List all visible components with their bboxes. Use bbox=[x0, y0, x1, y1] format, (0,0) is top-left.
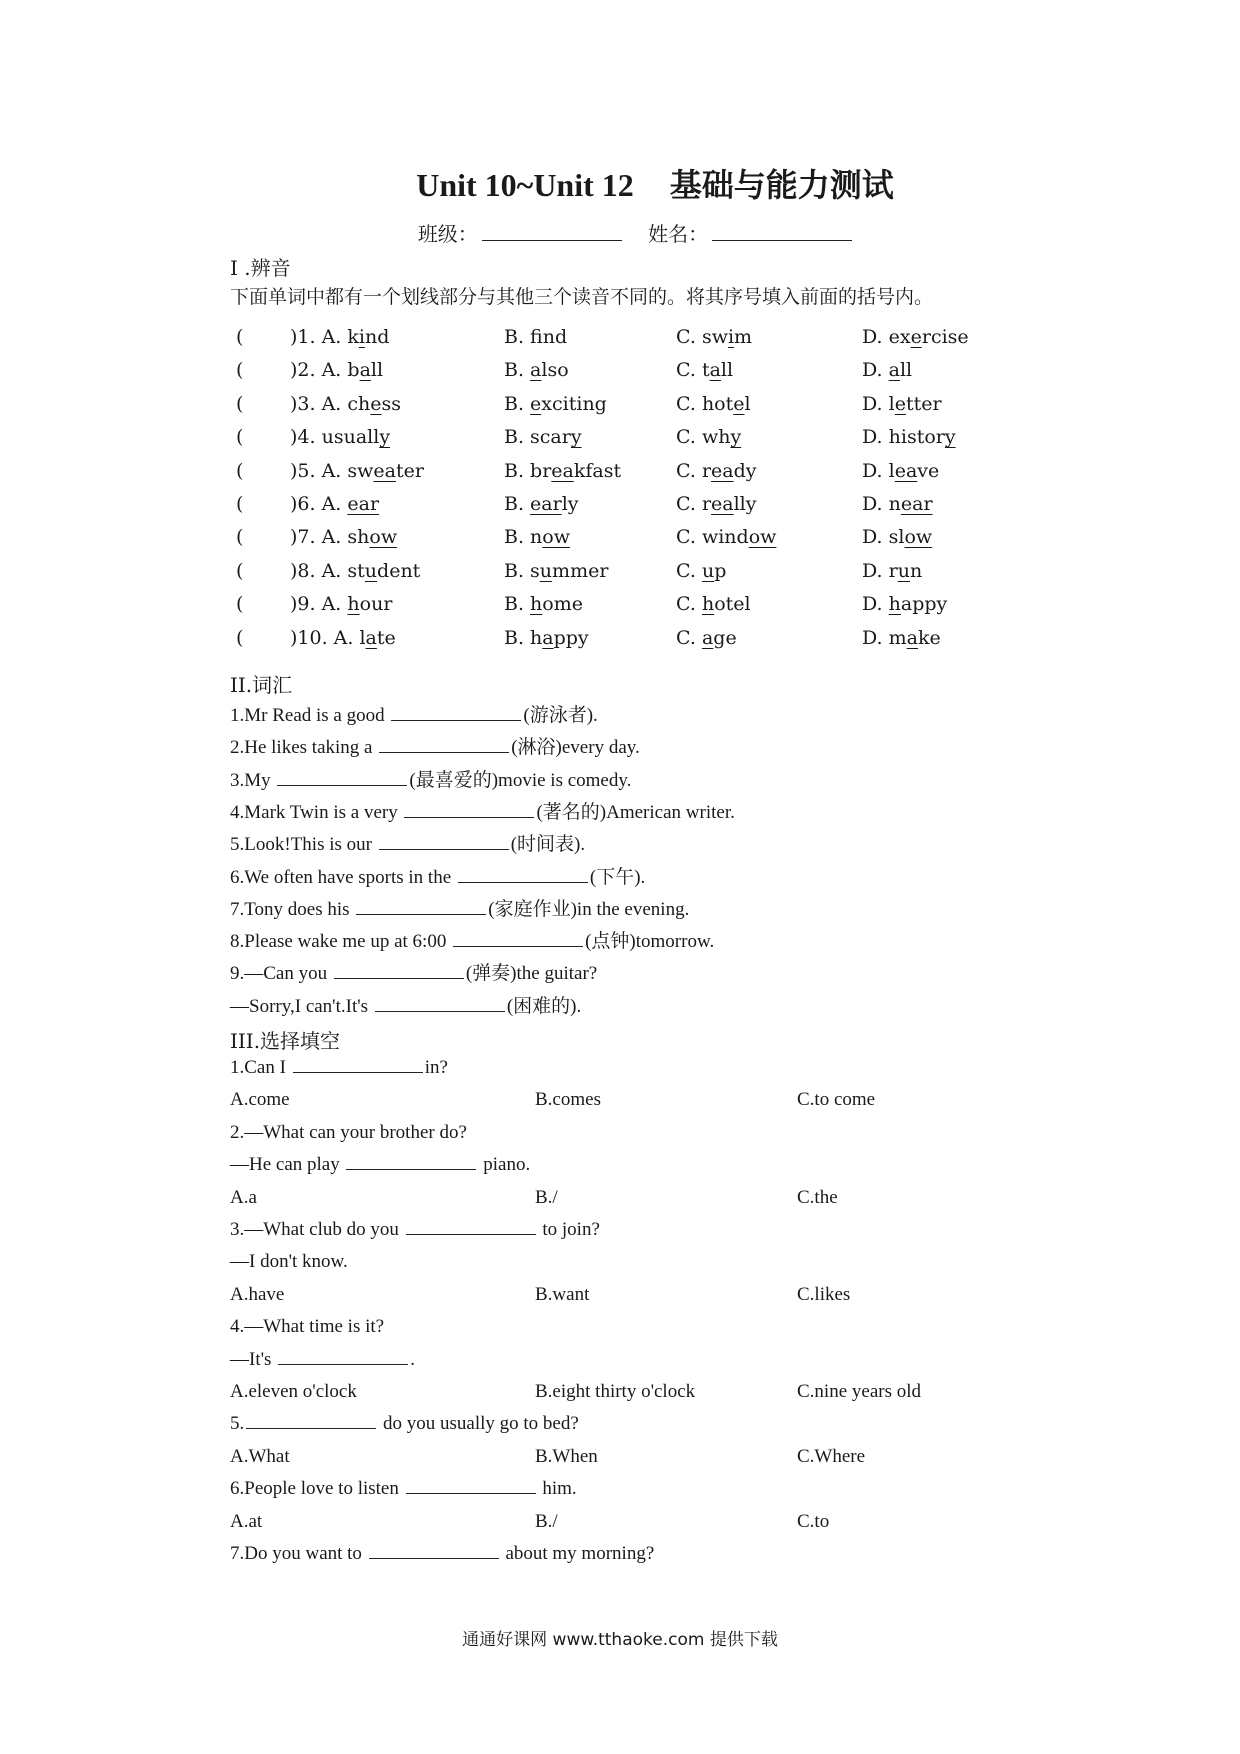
answer-paren: ( bbox=[236, 526, 244, 549]
underlined-letters: h bbox=[530, 593, 543, 616]
underlined-letters: ear bbox=[900, 493, 933, 515]
option-b bbox=[504, 560, 608, 582]
option-a bbox=[290, 426, 390, 448]
options-row bbox=[230, 1446, 1030, 1474]
vocab-item bbox=[230, 862, 645, 889]
option-choice: A.come bbox=[230, 1089, 290, 1111]
word-part: B. h bbox=[504, 626, 543, 649]
class-label: 班级： bbox=[417, 222, 478, 246]
underlined-letters: i bbox=[727, 326, 735, 348]
underlined-letters: i bbox=[358, 326, 365, 348]
question-text: 4.—What time is it? bbox=[230, 1316, 385, 1338]
underlined-letters: ea bbox=[894, 459, 918, 482]
word-part: ch bbox=[347, 392, 371, 415]
options-row bbox=[230, 1187, 1030, 1215]
word-part: nd bbox=[542, 326, 568, 348]
word-part: ppy bbox=[553, 626, 589, 649]
option-choice: A.a bbox=[230, 1186, 257, 1208]
option-choice: C.the bbox=[797, 1186, 838, 1208]
section3-heading: III.选择填空 bbox=[230, 1029, 341, 1053]
underlined-letters: a bbox=[701, 626, 714, 649]
word-part: D. l bbox=[862, 459, 895, 482]
word-part: D. l bbox=[862, 392, 895, 415]
option-b bbox=[504, 627, 589, 649]
question-text: . bbox=[410, 1348, 415, 1370]
options-row bbox=[230, 1284, 1030, 1312]
phonetic-row bbox=[236, 493, 1036, 523]
vocab-item bbox=[230, 732, 640, 759]
word-part: C. wh bbox=[676, 426, 731, 449]
word-part: ll bbox=[899, 359, 913, 382]
option-choice: C.Where bbox=[797, 1445, 866, 1467]
vocab-prompt: 6.We often have sports in the bbox=[230, 866, 456, 888]
phonetic-row bbox=[236, 426, 1036, 456]
answer-paren: ( bbox=[236, 559, 244, 582]
word-part: ge bbox=[713, 626, 737, 649]
option-a bbox=[290, 359, 383, 381]
vocab-hint: (最喜爱的)movie is comedy. bbox=[409, 769, 632, 791]
word-part: ome bbox=[542, 593, 583, 616]
name-label: 姓名： bbox=[648, 222, 709, 246]
question-line bbox=[230, 1316, 384, 1338]
underlined-letters: ow bbox=[748, 526, 777, 549]
question-text: him. bbox=[537, 1478, 577, 1500]
word-part: usuall bbox=[321, 426, 380, 449]
phonetic-row bbox=[236, 560, 1036, 590]
word-part: lso bbox=[541, 359, 569, 382]
vocab-blank bbox=[453, 945, 583, 947]
word-part: D. bbox=[862, 359, 889, 382]
question-text: about my morning? bbox=[500, 1543, 655, 1564]
vocab-item bbox=[230, 991, 581, 1018]
option-choice: B.When bbox=[535, 1445, 598, 1467]
option-choice: A.have bbox=[230, 1283, 285, 1305]
option-b bbox=[504, 393, 607, 415]
option-c bbox=[676, 426, 741, 448]
item-number: )7. A. bbox=[290, 526, 348, 549]
word-part: D. n bbox=[862, 493, 901, 515]
option-c bbox=[676, 326, 752, 348]
word-part: ll bbox=[720, 359, 734, 382]
word-part: rcise bbox=[921, 326, 969, 348]
question-blank bbox=[346, 1168, 476, 1170]
vocab-blank bbox=[356, 913, 486, 915]
underlined-letters: a bbox=[365, 626, 377, 649]
class-name-line bbox=[0, 218, 1240, 247]
vocab-item bbox=[230, 797, 735, 824]
underlined-letters: a bbox=[888, 359, 900, 382]
question-text: 5. bbox=[230, 1413, 245, 1435]
word-part: otel bbox=[714, 593, 751, 616]
word-part: B. n bbox=[504, 526, 543, 549]
word-part: B. f bbox=[504, 326, 543, 348]
option-choice: B.want bbox=[535, 1283, 590, 1305]
underlined-letters: y bbox=[944, 426, 956, 449]
item-number: )3. A. bbox=[290, 392, 348, 415]
underlined-letters: h bbox=[347, 593, 360, 616]
option-choice: A.eleven o'clock bbox=[230, 1381, 357, 1402]
underlined-letters: u bbox=[897, 559, 910, 582]
question-text: 7.Do you want to bbox=[230, 1543, 367, 1564]
word-part: D. sl bbox=[862, 526, 905, 549]
question-line bbox=[230, 1349, 415, 1371]
answer-paren: ( bbox=[236, 493, 244, 515]
option-choice: C.to bbox=[797, 1510, 830, 1532]
word-part: ke bbox=[917, 626, 941, 649]
answer-paren: ( bbox=[236, 359, 244, 382]
vocab-prompt: —Sorry,I can't.It's bbox=[230, 995, 373, 1017]
vocab-blank bbox=[458, 881, 588, 883]
word-part: B. bbox=[504, 392, 531, 415]
question-line bbox=[230, 1122, 467, 1144]
word-part: D. r bbox=[862, 559, 898, 582]
word-part: C. wind bbox=[676, 526, 749, 549]
phonetic-row bbox=[236, 627, 1036, 657]
vocab-prompt: 4.Mark Twin is a very bbox=[230, 801, 403, 823]
options-row bbox=[230, 1381, 1030, 1409]
question-blank bbox=[369, 1557, 499, 1559]
word-part: B. scar bbox=[504, 426, 571, 449]
vocab-prompt: 7.Tony does his bbox=[230, 898, 355, 920]
word-part: C. bbox=[676, 626, 702, 649]
question-text: 3.—What club do you bbox=[230, 1219, 404, 1240]
underlined-letters: ea bbox=[551, 459, 574, 482]
option-choice: A.What bbox=[230, 1445, 290, 1467]
word-part: C. r bbox=[676, 459, 712, 482]
phonetic-row bbox=[236, 393, 1036, 423]
underlined-letters: ear bbox=[530, 493, 562, 515]
section1-heading: I .辨音 bbox=[230, 256, 291, 280]
word-part: ss bbox=[381, 392, 402, 415]
section2-heading: II.词汇 bbox=[230, 673, 293, 697]
answer-paren: ( bbox=[236, 426, 244, 449]
vocab-hint: (时间表). bbox=[510, 834, 586, 856]
word-part: appy bbox=[900, 593, 948, 616]
underlined-letters: y bbox=[730, 426, 742, 449]
vocab-hint: (家庭作业)in the evening. bbox=[488, 898, 690, 920]
word-part: C. sw bbox=[676, 326, 728, 348]
word-part: kfast bbox=[573, 459, 622, 482]
option-a bbox=[290, 526, 397, 548]
option-d bbox=[862, 593, 947, 615]
phonetic-row bbox=[236, 593, 1036, 623]
underlined-letters: e bbox=[733, 392, 745, 415]
word-part: B. bbox=[504, 359, 531, 382]
word-part: ly bbox=[561, 493, 579, 515]
word-part: dy bbox=[733, 459, 757, 482]
name-blank bbox=[712, 239, 852, 241]
option-choice: B.comes bbox=[535, 1089, 601, 1111]
underlined-letters: ow bbox=[904, 526, 933, 549]
word-part: C. t bbox=[676, 359, 710, 382]
question-text: to join? bbox=[537, 1219, 600, 1240]
item-number: )1. A. bbox=[290, 326, 348, 348]
word-part: D. histor bbox=[862, 426, 945, 449]
underlined-letters: ow bbox=[542, 526, 570, 549]
underlined-letters: u bbox=[701, 559, 715, 582]
question-line bbox=[230, 1219, 600, 1241]
word-part: B. s bbox=[504, 559, 540, 582]
option-d bbox=[862, 460, 939, 482]
vocab-hint: (著名的)American writer. bbox=[536, 801, 735, 823]
answer-paren: ( bbox=[236, 626, 244, 649]
item-number: )9. A. bbox=[290, 593, 348, 616]
section1-instruction: 下面单词中都有一个划线部分与其他三个读音不同的。将其序号填入前面的括号内。 bbox=[230, 286, 934, 308]
word-part: b bbox=[347, 359, 360, 382]
word-part: B. bbox=[504, 593, 531, 616]
option-a bbox=[290, 460, 424, 482]
word-part: st bbox=[347, 559, 365, 582]
option-d bbox=[862, 426, 956, 448]
option-c bbox=[676, 627, 737, 649]
answer-paren: ( bbox=[236, 459, 244, 482]
option-d bbox=[862, 493, 933, 515]
word-part: te bbox=[376, 626, 396, 649]
underlined-letters: a bbox=[359, 359, 371, 382]
item-number: )5. A. bbox=[290, 459, 348, 482]
option-choice: C.likes bbox=[797, 1283, 851, 1305]
phonetic-row bbox=[236, 526, 1036, 556]
question-blank bbox=[406, 1492, 536, 1494]
word-part: D. ex bbox=[862, 326, 911, 348]
word-part: C. bbox=[676, 559, 702, 582]
underlined-letters: e bbox=[370, 392, 382, 415]
option-d bbox=[862, 359, 912, 381]
option-choice: A.at bbox=[230, 1510, 263, 1532]
underlined-letters: a bbox=[530, 359, 542, 382]
option-b bbox=[504, 493, 579, 515]
vocab-hint: (点钟)tomorrow. bbox=[585, 931, 715, 953]
option-c bbox=[676, 526, 776, 548]
vocab-hint: (困难的). bbox=[506, 995, 582, 1017]
vocab-prompt: 8.Please wake me up at 6:00 bbox=[230, 931, 452, 953]
word-part: B. br bbox=[504, 459, 552, 482]
vocab-blank bbox=[391, 719, 521, 721]
option-b bbox=[504, 460, 621, 482]
option-a bbox=[290, 393, 401, 415]
option-c bbox=[676, 593, 751, 615]
underlined-letters: e bbox=[910, 326, 922, 348]
option-a bbox=[290, 560, 420, 582]
word-part: C. r bbox=[676, 493, 712, 515]
footer: 通通好课网 www.tthaoke.com 提供下载 bbox=[462, 1630, 778, 1650]
word-part: B. bbox=[504, 493, 531, 515]
word-part: m bbox=[734, 326, 753, 348]
option-b bbox=[504, 593, 583, 615]
word-part: k bbox=[347, 326, 359, 348]
option-d bbox=[862, 627, 941, 649]
title-unit: Unit 10~Unit 12 bbox=[416, 167, 634, 203]
options-row bbox=[230, 1511, 1030, 1539]
question-text: —It's bbox=[230, 1348, 277, 1370]
underlined-letters: e bbox=[530, 392, 542, 415]
underlined-letters: u bbox=[539, 559, 553, 582]
item-number: )4. bbox=[290, 426, 322, 449]
vocab-prompt: 2.He likes taking a bbox=[230, 737, 378, 759]
option-choice: B.eight thirty o'clock bbox=[535, 1381, 696, 1402]
vocab-item bbox=[230, 765, 631, 792]
class-blank bbox=[482, 239, 622, 241]
word-part: mmer bbox=[552, 559, 609, 582]
option-c bbox=[676, 460, 757, 482]
option-c bbox=[676, 493, 757, 515]
option-a bbox=[290, 493, 379, 515]
vocab-hint: (下午). bbox=[589, 866, 646, 888]
question-line bbox=[230, 1251, 348, 1273]
word-part: D. m bbox=[862, 626, 907, 649]
underlined-letters: a bbox=[906, 626, 918, 649]
option-choice: B./ bbox=[535, 1186, 558, 1208]
answer-paren: ( bbox=[236, 593, 244, 616]
vocab-prompt: 5.Look!This is our bbox=[230, 834, 377, 856]
vocab-blank bbox=[375, 1010, 505, 1012]
word-part: dent bbox=[377, 559, 421, 582]
vocab-hint: (淋浴)every day. bbox=[511, 737, 640, 759]
option-choice: C.to come bbox=[797, 1089, 876, 1111]
option-a bbox=[290, 627, 396, 649]
underlined-letters: ea bbox=[373, 459, 396, 482]
option-d bbox=[862, 560, 922, 582]
question-text: —He can play bbox=[230, 1154, 345, 1176]
answer-paren: ( bbox=[236, 392, 244, 415]
options-row bbox=[230, 1089, 1030, 1117]
question-line bbox=[230, 1057, 448, 1079]
question-line bbox=[230, 1543, 654, 1565]
page-title bbox=[0, 160, 1240, 206]
word-part: our bbox=[359, 593, 393, 616]
underlined-letters: y bbox=[570, 426, 582, 449]
question-blank bbox=[406, 1233, 536, 1235]
option-a bbox=[290, 326, 389, 348]
underlined-letters: ear bbox=[347, 493, 380, 515]
vocab-item bbox=[230, 894, 689, 921]
underlined-letters: a bbox=[542, 626, 554, 649]
word-part: C. bbox=[676, 593, 702, 616]
option-b bbox=[504, 526, 570, 548]
option-b bbox=[504, 426, 582, 448]
question-line bbox=[230, 1478, 577, 1500]
question-blank bbox=[278, 1363, 408, 1365]
question-line bbox=[230, 1154, 530, 1176]
question-text: do you usually go to bed? bbox=[378, 1413, 579, 1435]
underlined-letters: h bbox=[888, 593, 901, 616]
underlined-letters: h bbox=[701, 593, 715, 616]
item-number: )2. A. bbox=[290, 359, 348, 382]
underlined-letters: ea bbox=[711, 493, 734, 515]
vocab-blank bbox=[379, 751, 509, 753]
vocab-prompt: 3.My bbox=[230, 769, 276, 791]
option-choice: B./ bbox=[535, 1510, 558, 1532]
word-part: ve bbox=[917, 459, 940, 482]
word-part: lly bbox=[733, 493, 757, 515]
vocab-item bbox=[230, 829, 585, 856]
phonetic-row bbox=[236, 460, 1036, 490]
word-part: sw bbox=[347, 459, 374, 482]
question-text: 1.Can I bbox=[230, 1057, 291, 1078]
question-text: 2.—What can your brother do? bbox=[230, 1121, 467, 1143]
item-number: )8. A. bbox=[290, 559, 348, 582]
answer-paren: ( bbox=[236, 326, 244, 348]
underlined-letters: ow bbox=[369, 526, 398, 549]
word-part: l bbox=[359, 626, 366, 649]
word-part: sh bbox=[347, 526, 370, 549]
vocab-hint: (游泳者). bbox=[523, 705, 598, 726]
option-b bbox=[504, 326, 567, 348]
word-part: ll bbox=[370, 359, 384, 382]
vocab-hint: (弹奏)the guitar? bbox=[465, 963, 598, 985]
option-c bbox=[676, 393, 751, 415]
vocab-item bbox=[230, 926, 714, 953]
option-d bbox=[862, 526, 932, 548]
underlined-letters: y bbox=[379, 426, 391, 449]
item-number: )10. A. bbox=[290, 626, 360, 649]
word-part: C. hot bbox=[676, 392, 734, 415]
word-part: n bbox=[909, 559, 923, 582]
question-line bbox=[230, 1413, 579, 1435]
question-blank bbox=[293, 1071, 423, 1073]
option-c bbox=[676, 359, 733, 381]
underlined-letters: e bbox=[894, 392, 906, 415]
vocab-prompt: 9.—Can you bbox=[230, 963, 332, 985]
option-c bbox=[676, 560, 726, 582]
vocab-blank bbox=[404, 816, 534, 818]
item-number: )6. A. bbox=[290, 493, 348, 515]
option-b bbox=[504, 359, 569, 381]
question-blank bbox=[246, 1427, 376, 1429]
word-part: xciting bbox=[541, 392, 607, 415]
word-part: p bbox=[714, 559, 727, 582]
question-text: piano. bbox=[478, 1154, 531, 1176]
vocab-blank bbox=[277, 784, 407, 786]
question-text: —I don't know. bbox=[230, 1251, 348, 1273]
vocab-item bbox=[230, 958, 597, 985]
phonetic-row bbox=[236, 359, 1036, 389]
option-a bbox=[290, 593, 392, 615]
word-part: nd bbox=[364, 326, 390, 348]
option-d bbox=[862, 326, 969, 348]
vocab-item bbox=[230, 700, 598, 727]
vocab-blank bbox=[379, 848, 509, 850]
word-part: l bbox=[744, 392, 751, 415]
option-choice: C.nine years old bbox=[797, 1381, 922, 1402]
option-d bbox=[862, 393, 942, 415]
phonetic-row bbox=[236, 326, 1036, 356]
underlined-letters: ea bbox=[711, 459, 734, 482]
vocab-prompt: 1.Mr Read is a good bbox=[230, 705, 390, 726]
word-part: tter bbox=[905, 392, 942, 415]
word-part: D. bbox=[862, 593, 889, 616]
question-text: 6.People love to listen bbox=[230, 1478, 404, 1500]
word-part: ter bbox=[395, 459, 424, 482]
underlined-letters: u bbox=[364, 559, 378, 582]
question-text: in? bbox=[424, 1057, 448, 1078]
title-name: 基础与能力测试 bbox=[669, 167, 894, 203]
vocab-blank bbox=[334, 977, 464, 979]
underlined-letters: a bbox=[709, 359, 721, 382]
